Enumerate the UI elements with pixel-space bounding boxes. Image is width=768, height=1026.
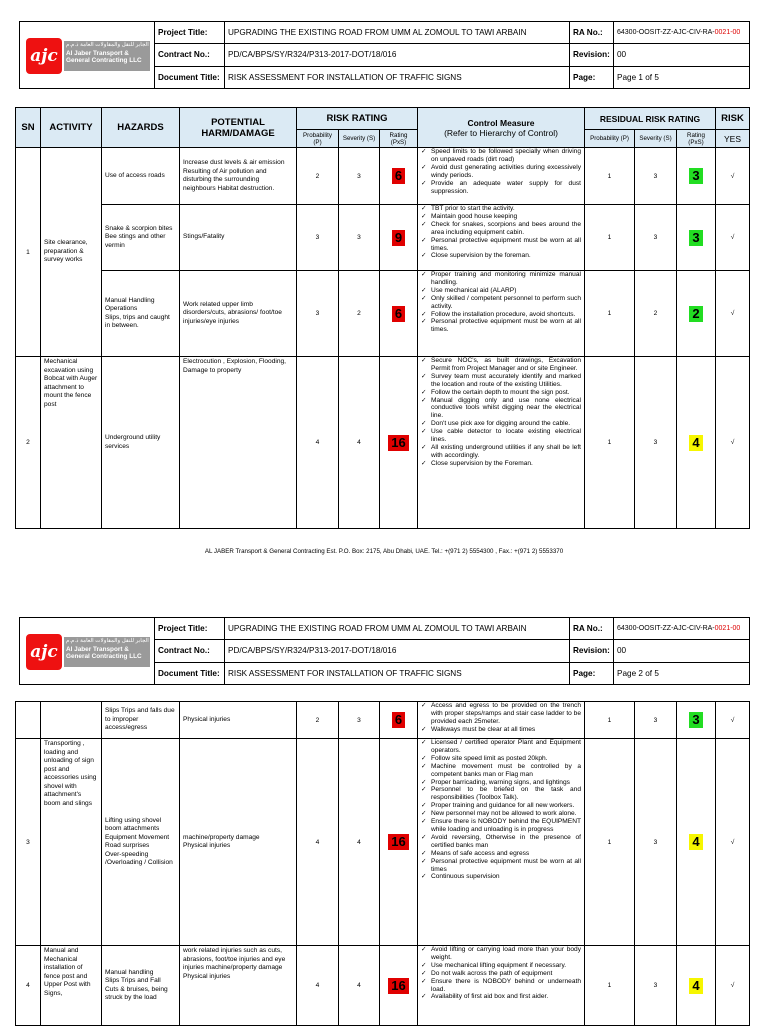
probability-cell: 3 [297,271,339,357]
control-measure-item: ✓ Provide an adequate water supply for dust suppression. [421,180,581,196]
control-measure-item: ✓ Maintain good house keeping [421,213,581,221]
page-footer: AL JABER Transport & General Contracting Est. P.O. Box: 2175, Abu Dhabi, UAE. Tel.: +(971 2) 5554300 , Fax.: +(971 2) 5553370 [204,548,564,555]
rating-cell-value: 6 [392,306,405,322]
document-title-label: Document Title: [155,662,225,684]
control-measure-cell [418,739,585,946]
control-measure-item: ✓ Proper training and monitoring minimize manual handling. [421,271,581,287]
harm-cell: Increase dust levels & air emission Resulting of Air pollution and disturbing the surrounding neighbours Habitat destruction. [180,148,297,205]
control-measure-cell [418,702,585,739]
activity-cell [41,702,102,739]
control-measure-item: ✓ New personnel may not be allowed to work alone. [421,810,581,818]
yes-cell: √ [716,946,750,1026]
rating-cell-value: 16 [388,978,408,994]
hazard-cell: Underground utility services [102,357,180,529]
col-harm: POTENTIAL HARM/DAMAGE [180,108,297,148]
residual-probability-cell: 1 [585,148,635,205]
control-measure-item: ✓ Do not walk across the path of equipment [421,970,581,978]
residual-rating-cell [677,946,716,1026]
page-label: Page: [570,662,614,684]
residual-severity-cell: 3 [635,205,677,271]
control-measure-item: ✓ Use mechanical lifting equipment if necessary. [421,962,581,970]
control-measure-item: ✓ Speed limits to be followed specially when driving on unpaved roads (dirt road) [421,148,581,164]
control-measure-item: ✓ Secure NOC's, as built drawings, Excavation Permit from Project Manager and or site Engineer. [421,357,581,373]
control-measure-item: ✓ Close supervision by the Foreman. [421,460,581,468]
rating-cell [380,702,418,739]
page-number: Page 1 of 5 [614,66,750,88]
control-measure-item: ✓ Close supervision by the foreman. [421,252,581,260]
rating-cell [380,946,418,1026]
control-measure-cell [418,271,585,357]
document-header-page-2 [19,617,750,685]
control-measure-item: ✓ Manual digging only and use none electrical conductive tools whilst digging near the electrical line. [421,397,581,421]
harm-cell: Work related upper limb disorders/cuts, abrasions/ foot/toe injuries/eye injuries [180,271,297,357]
sn-cell [16,702,41,739]
residual-rating-cell [677,357,716,529]
table-row [16,702,750,739]
residual-severity-cell: 3 [635,148,677,205]
residual-probability-cell: 1 [585,205,635,271]
rating-cell [380,357,418,529]
probability-cell: 2 [297,702,339,739]
revision-value: 00 [614,640,750,662]
col-residual-probability: Probability (P) [585,130,635,148]
residual-probability-cell: 1 [585,702,635,739]
control-measure-item: ✓ Proper barricading, warning signs, and lightings [421,779,581,787]
page-number: Page 2 of 5 [614,662,750,684]
control-measure-item: ✓ Availability of first aid box and first aider. [421,993,581,1001]
contract-number: PD/CA/BPS/SY/R324/P313-2017-DOT/18/016 [225,640,570,662]
ra-number: 64300-OOSIT-ZZ-AJC-CIV-RA-0021-00 [614,22,750,44]
col-hazards: HAZARDS [102,108,180,148]
harm-cell: Electrocution , Explosion, Flooding, Damage to property [180,357,297,529]
ra-number: 64300-OOSIT-ZZ-AJC-CIV-RA-0021-00 [614,618,750,640]
severity-cell: 3 [339,702,380,739]
control-measure-cell [418,946,585,1026]
logo-mark: ajc [26,38,62,74]
control-measure-item: ✓ Personal protective equipment must be worn at all times. [421,237,581,253]
table-row [16,148,750,205]
control-measure-item: ✓ Survey team must accurately identify and marked the location and route of the existing Utilities. [421,373,581,389]
revision-label: Revision: [570,44,614,66]
control-measure-cell [418,357,585,529]
hazard-cell: Use of access roads [102,148,180,205]
residual-rating-cell-value: 3 [689,168,702,184]
col-sn: SN [16,108,41,148]
residual-rating-cell [677,205,716,271]
residual-rating-cell-value: 3 [689,712,702,728]
rating-cell [380,739,418,946]
residual-rating-cell-value: 4 [689,435,702,451]
rating-cell [380,271,418,357]
harm-cell: machine/property damage Physical injuries [180,739,297,946]
probability-cell: 4 [297,739,339,946]
control-measure-item: ✓ Use mechanical aid (ALARP) [421,287,581,295]
control-measure-item: ✓ Personal protective equipment must be worn at all times. [421,318,581,334]
control-measure-item: ✓ Ensure there is NOBODY behind or underneath load. [421,978,581,994]
control-measure-item: ✓ Licensed / certified operator Plant and Equipment operators. [421,739,581,755]
sn-cell: 2 [16,357,41,529]
risk-assessment-table-page-2 [15,701,750,1026]
table-row [16,271,750,357]
probability-cell: 3 [297,205,339,271]
table-row [16,357,750,529]
col-control: Control Measure (Refer to Hierarchy of Control) [418,108,585,148]
severity-cell: 3 [339,205,380,271]
control-measure-item: ✓ Only skilled / competent personnel to perform such activity. [421,295,581,311]
residual-probability-cell: 1 [585,946,635,1026]
residual-rating-cell [677,702,716,739]
harm-cell: work related injuries such as cuts, abrasions, foot/toe injuries and eye injuries machine/property damage Physical injuries [180,946,297,1026]
control-measure-cell [418,205,585,271]
severity-cell: 4 [339,357,380,529]
residual-severity-cell: 2 [635,271,677,357]
company-name-arabic: الجابر للنقل والمقاولات العامة ذ.م.م [66,42,149,48]
control-measure-item: ✓ Check for snakes, scorpions and bees around the area including equipment cabin. [421,221,581,237]
revision-label: Revision: [570,640,614,662]
contract-label: Contract No.: [155,44,225,66]
probability-cell: 4 [297,357,339,529]
control-measure-item: ✓ Access and egress to be provided on the trench with proper steps/ramps and stair case ladder to be provided each 25meter. [421,702,581,726]
company-name-english: Al Jaber Transport & General Contracting LLC [66,646,142,660]
risk-assessment-table-page-1 [15,107,750,529]
document-title: RISK ASSESSMENT FOR INSTALLATION OF TRAFFIC SIGNS [225,662,570,684]
rating-cell [380,148,418,205]
residual-probability-cell: 1 [585,357,635,529]
harm-cell: Physical injuries [180,702,297,739]
col-severity: Severity (S) [339,130,380,148]
residual-rating-cell-value: 4 [689,834,702,850]
table-row [16,205,750,271]
yes-cell: √ [716,739,750,946]
residual-severity-cell: 3 [635,739,677,946]
table-row [16,739,750,946]
sn-cell: 1 [16,148,41,357]
residual-severity-cell: 3 [635,946,677,1026]
project-title-label: Project Title: [155,618,225,640]
col-activity: ACTIVITY [41,108,102,148]
rating-cell-value: 6 [392,712,405,728]
rating-cell-value: 16 [388,834,408,850]
rating-cell-value: 9 [392,230,405,246]
table-row [16,946,750,1026]
col-residual-severity: Severity (S) [635,130,677,148]
company-logo [20,22,155,89]
control-measure-item: ✓ Personal protective equipment must be worn at all times [421,858,581,874]
activity-cell: Transporting , loading and unloading of sign post and accessories using shovel with attachment's boom and slings [41,739,102,946]
yes-cell: √ [716,702,750,739]
activity-cell: Mechanical excavation using Bobcat with Auger attachment to mount the fence post [41,357,102,529]
residual-severity-cell: 3 [635,357,677,529]
col-probability: Probability (P) [297,130,339,148]
control-measure-item: ✓ Follow site speed limit as posted 20kph. [421,755,581,763]
col-residual-rating: Rating (PxS) [677,130,716,148]
rating-cell-value: 6 [392,168,405,184]
hazard-cell: Manual Handling Operations Slips, trips and caught in between. [102,271,180,357]
contract-number: PD/CA/BPS/SY/R324/P313-2017-DOT/18/016 [225,44,570,66]
revision-value: 00 [614,44,750,66]
activity-cell: Site clearance, preparation & survey works [41,148,102,357]
yes-cell: √ [716,148,750,205]
yes-cell: √ [716,205,750,271]
hazard-cell: Lifting using shovel boom attachments Equipment Movement Road surprises Over-speeding /Overloading / Collision [102,739,180,946]
control-measure-cell [418,148,585,205]
control-measure-item: ✓ Follow the installation procedure, avoid shortcuts. [421,311,581,319]
yes-cell: √ [716,271,750,357]
rating-cell [380,205,418,271]
control-measure-item: ✓ Avoid dust generating activities during excessively windy periods. [421,164,581,180]
control-measure-item: ✓ Avoid reversing, Otherwise in the presence of certified banks man [421,834,581,850]
residual-rating-cell [677,271,716,357]
col-rating: Rating (PxS) [380,130,418,148]
hazard-cell: Manual handling Slips Trips and Fall Cuts & bruises, being struck by the load [102,946,180,1026]
hazard-cell: Snake & scorpion bites Bee stings and other vermin [102,205,180,271]
severity-cell: 4 [339,946,380,1026]
yes-cell: √ [716,357,750,529]
control-measure-item: ✓ Avoid lifting or carrying load more than your body weight. [421,946,581,962]
probability-cell: 2 [297,148,339,205]
control-measure-item: ✓ Ensure there is NOBODY behind the EQUIPMENT while loading and unloading is in progress [421,818,581,834]
residual-rating-cell-value: 2 [689,306,702,322]
residual-rating-cell [677,148,716,205]
control-measure-item: ✓ Personnel to be briefed on the task and responsibilities (Toolbox Talk). [421,786,581,802]
col-risk: RISK [716,108,750,130]
activity-cell: Manual and Mechanical installation of fence post and Upper Post with Signs, [41,946,102,1026]
residual-probability-cell: 1 [585,271,635,357]
sn-cell: 4 [16,946,41,1026]
harm-cell: Stings/Fatality [180,205,297,271]
col-yes: YES [716,130,750,148]
contract-label: Contract No.: [155,640,225,662]
document-header-page-1 [19,21,750,89]
rating-cell-value: 16 [388,435,408,451]
control-measure-item: ✓ All existing underground utilities if any shall be left with accordingly. [421,444,581,460]
residual-rating-cell-value: 4 [689,978,702,994]
document-title: RISK ASSESSMENT FOR INSTALLATION OF TRAFFIC SIGNS [225,66,570,88]
control-measure-item: ✓ Follow the certain depth to mount the sign post. [421,389,581,397]
control-measure-item: ✓ Don't use pick axe for digging around the cable. [421,420,581,428]
sn-cell: 3 [16,739,41,946]
project-title-label: Project Title: [155,22,225,44]
col-residual: RESIDUAL RISK RATING [585,108,716,130]
project-title: UPGRADING THE EXISTING ROAD FROM UMM AL ZOMOUL TO TAWI ARBAIN [225,22,570,44]
page-label: Page: [570,66,614,88]
logo-mark: ajc [26,634,62,670]
project-title: UPGRADING THE EXISTING ROAD FROM UMM AL ZOMOUL TO TAWI ARBAIN [225,618,570,640]
severity-cell: 3 [339,148,380,205]
company-name-english: Al Jaber Transport & General Contracting LLC [66,50,142,64]
company-logo [20,618,155,685]
hazard-cell: Slips Trips and falls due to improper access/egress [102,702,180,739]
ra-label: RA No.: [570,22,614,44]
residual-probability-cell: 1 [585,739,635,946]
control-measure-item: ✓ Proper training and guidance for all new workers. [421,802,581,810]
control-measure-item: ✓ TBT prior to start the activity. [421,205,581,213]
probability-cell: 4 [297,946,339,1026]
col-risk-rating: RISK RATING [297,108,418,130]
control-measure-item: ✓ Use cable detector to locate existing electrical lines. [421,428,581,444]
residual-severity-cell: 3 [635,702,677,739]
control-measure-item: ✓ Machine movement must be controlled by a competent banks man or Flag man [421,763,581,779]
document-title-label: Document Title: [155,66,225,88]
control-measure-item: ✓ Continuous supervision [421,873,581,881]
ra-label: RA No.: [570,618,614,640]
severity-cell: 2 [339,271,380,357]
residual-rating-cell-value: 3 [689,230,702,246]
control-measure-item: ✓ Walkways must be clear at all times [421,726,581,734]
severity-cell: 4 [339,739,380,946]
residual-rating-cell [677,739,716,946]
control-measure-item: ✓ Means of safe access and egress [421,850,581,858]
company-name-arabic: الجابر للنقل والمقاولات العامة ذ.م.م [66,638,149,644]
